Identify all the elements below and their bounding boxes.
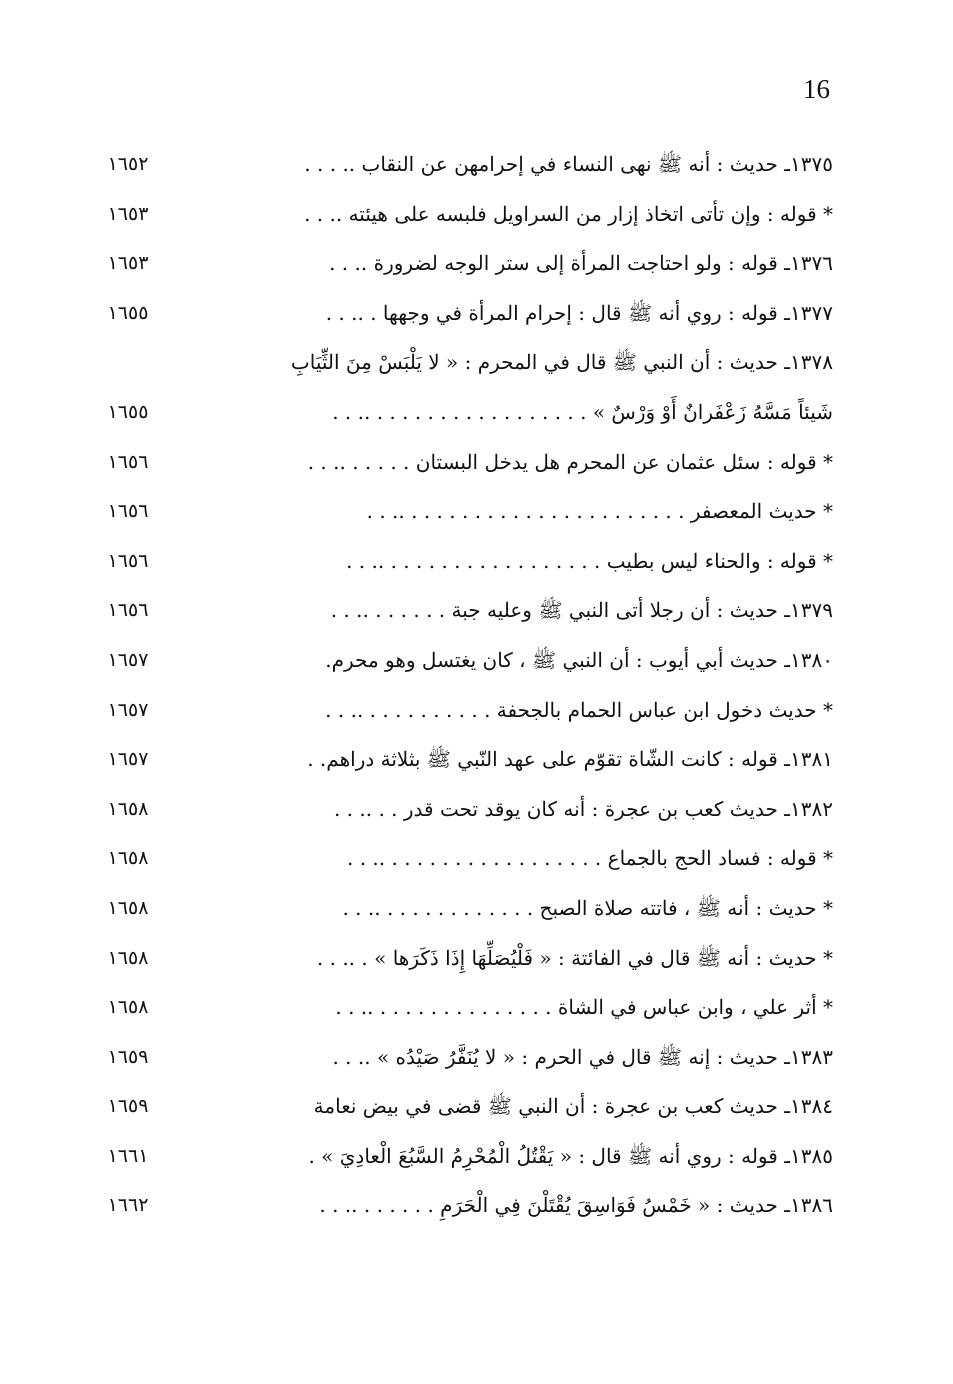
entry-text: * حديث دخول ابن عباس الحمام بالجحفة . . . . . . . . . . .. . . bbox=[325, 697, 833, 722]
index-entry bbox=[0, 636, 953, 686]
index-entry bbox=[0, 983, 953, 1033]
index-entry bbox=[0, 1033, 953, 1083]
entry-text: ١٣٨٦ـ حديث : « خَمْسُ فَوَاسِقَ يُقْتَلْنَ فِي الْحَرَمِ . . . . . . .. . . bbox=[319, 1193, 833, 1218]
index-entry bbox=[0, 537, 953, 587]
entry-text: * قوله : والحناء ليس بطيب . . . . . . . . . . . . . . . . . .. . . bbox=[346, 548, 833, 573]
entry-page-ref: ١٦٥٨ bbox=[107, 797, 149, 820]
entry-text: ١٣٨١ـ قوله : كانت الشّاة تقوّم على عهد النّبي ﷺ بثلاثة دراهم. . bbox=[307, 747, 833, 772]
index-entry bbox=[0, 785, 953, 835]
index-entry bbox=[0, 239, 953, 289]
entry-text: * قوله : وإن تأتى اتخاذ إزار من السراويل فلبسه على هيئته .. . . bbox=[304, 201, 833, 226]
index-entry bbox=[0, 1132, 953, 1182]
entry-text: ١٣٨٠ـ حديث أبي أيوب : أن النبي ﷺ ، كان يغتسل وهو محرم. bbox=[325, 647, 833, 672]
index-entry bbox=[0, 487, 953, 537]
index-entry bbox=[0, 586, 953, 636]
index-entry bbox=[0, 190, 953, 240]
entry-text: ١٣٨٢ـ حديث كعب بن عجرة : أنه كان يوقد تحت قدر . . .. . . bbox=[333, 796, 833, 821]
entry-text: ١٣٧٦ـ قوله : ولو احتاجت المرأة إلى ستر الوجه لضرورة .. . . bbox=[329, 251, 833, 276]
entry-page-ref: ١٦٥٧ bbox=[107, 698, 149, 721]
entry-text: * قوله : سئل عثمان عن المحرم هل يدخل البستان . . . . . .. . . bbox=[307, 449, 833, 474]
entry-text: ١٣٧٥ـ حديث : أنه ﷺ نهى النساء في إحرامهن عن النقاب .. . . . bbox=[304, 152, 833, 176]
index-entry bbox=[0, 438, 953, 488]
index-entry bbox=[0, 884, 953, 934]
index-entry bbox=[0, 1082, 953, 1132]
index-entry bbox=[0, 834, 953, 884]
entry-page-ref: ١٦٥٦ bbox=[107, 500, 149, 523]
index-entry bbox=[0, 1181, 953, 1231]
entry-page-ref: ١٦٥٩ bbox=[107, 1045, 149, 1068]
page-number: 16 bbox=[803, 74, 830, 104]
entry-page-ref: ١٦٥٧ bbox=[107, 748, 149, 771]
entry-page-ref bbox=[96, 338, 160, 388]
entry-text: ١٣٧٩ـ حديث : أن رجلا أتى النبي ﷺ وعليه جبة . . . . . . .. . . bbox=[330, 598, 833, 623]
index-entry bbox=[0, 140, 953, 190]
entry-text: * قوله : فساد الحج بالجماع . . . . . . . . . . . . . . . . . .. . . bbox=[346, 846, 833, 871]
index-entry bbox=[0, 686, 953, 736]
entry-page-ref: ١٦٥٨ bbox=[107, 896, 149, 919]
entry-text: ١٣٨٤ـ حديث كعب بن عجرة : أن النبي ﷺ قضى في بيض نعامة bbox=[313, 1094, 833, 1119]
entry-text: ١٣٧٧ـ قوله : روي أنه ﷺ قال : إحرام المرأة في وجهها . .. . . bbox=[325, 300, 833, 325]
index-entry bbox=[0, 735, 953, 785]
entry-page-ref: ١٦٥٢ bbox=[107, 153, 149, 175]
entry-page-ref: ١٦٥٥ bbox=[107, 400, 149, 423]
entry-page-ref: ١٦٥٥ bbox=[107, 301, 149, 324]
entry-page-ref: ١٦٥٦ bbox=[107, 450, 149, 473]
index-entry-continuation bbox=[0, 388, 953, 438]
index-entry bbox=[0, 289, 953, 339]
entry-page-ref: ١٦٥٨ bbox=[107, 847, 149, 870]
index-list bbox=[0, 140, 953, 1231]
entry-text: ١٣٧٨ـ حديث : أن النبي ﷺ قال في المحرم : « لا يَلْبَسْ مِنَ الثِّيَابِ bbox=[290, 350, 833, 375]
entry-text: شَيئاً مَسَّهُ زَعْفَرانٌ أَوْ وَرْسٌ » . . . . . . . . . . . . . . . . . .. . . bbox=[332, 399, 833, 424]
entry-text: * أثر علي ، وابن عباس في الشاة . . . . . . . . . . . . . . .. . . bbox=[335, 995, 833, 1020]
entry-page-ref: ١٦٥٩ bbox=[107, 1095, 149, 1118]
entry-text: ١٣٨٣ـ حديث : إنه ﷺ قال في الحرم : « لا يُنَفَّرُ صَيْدُه » .. . . bbox=[332, 1044, 833, 1069]
entry-text: * حديث المعصفر . . . . . . . . . . . . . . . . . . . . . . .. . . bbox=[366, 499, 833, 524]
entry-page-ref: ١٦٦٢ bbox=[107, 1194, 149, 1217]
entry-page-ref: ١٦٥٨ bbox=[107, 996, 149, 1019]
entry-page-ref: ١٦٥٣ bbox=[107, 252, 149, 275]
entry-page-ref: ١٦٥٧ bbox=[107, 648, 149, 671]
entry-text: * حديث : أنه ﷺ ، فاتته صلاة الصبح . . . . . . . . . . . . .. . . bbox=[342, 895, 833, 920]
entry-page-ref: ١٦٥٨ bbox=[107, 946, 149, 969]
entry-page-ref: ١٦٥٦ bbox=[107, 549, 149, 572]
entry-text: * حديث : أنه ﷺ قال في الفائتة : « فَلْيُصَلِّهَا إِذَا ذَكَرَها » . .. . . bbox=[316, 945, 833, 970]
entry-page-ref: ١٦٥٣ bbox=[107, 202, 149, 225]
entry-text: ١٣٨٥ـ قوله : روي أنه ﷺ قال : « يَقْتُلُ الْمُحْرِمُ السَّبُعَ الْعادِيَ » . bbox=[308, 1143, 833, 1168]
index-entry bbox=[0, 934, 953, 984]
entry-page-ref: ١٦٦١ bbox=[107, 1144, 149, 1167]
index-entry bbox=[0, 338, 953, 388]
entry-page-ref: ١٦٥٦ bbox=[107, 599, 149, 622]
